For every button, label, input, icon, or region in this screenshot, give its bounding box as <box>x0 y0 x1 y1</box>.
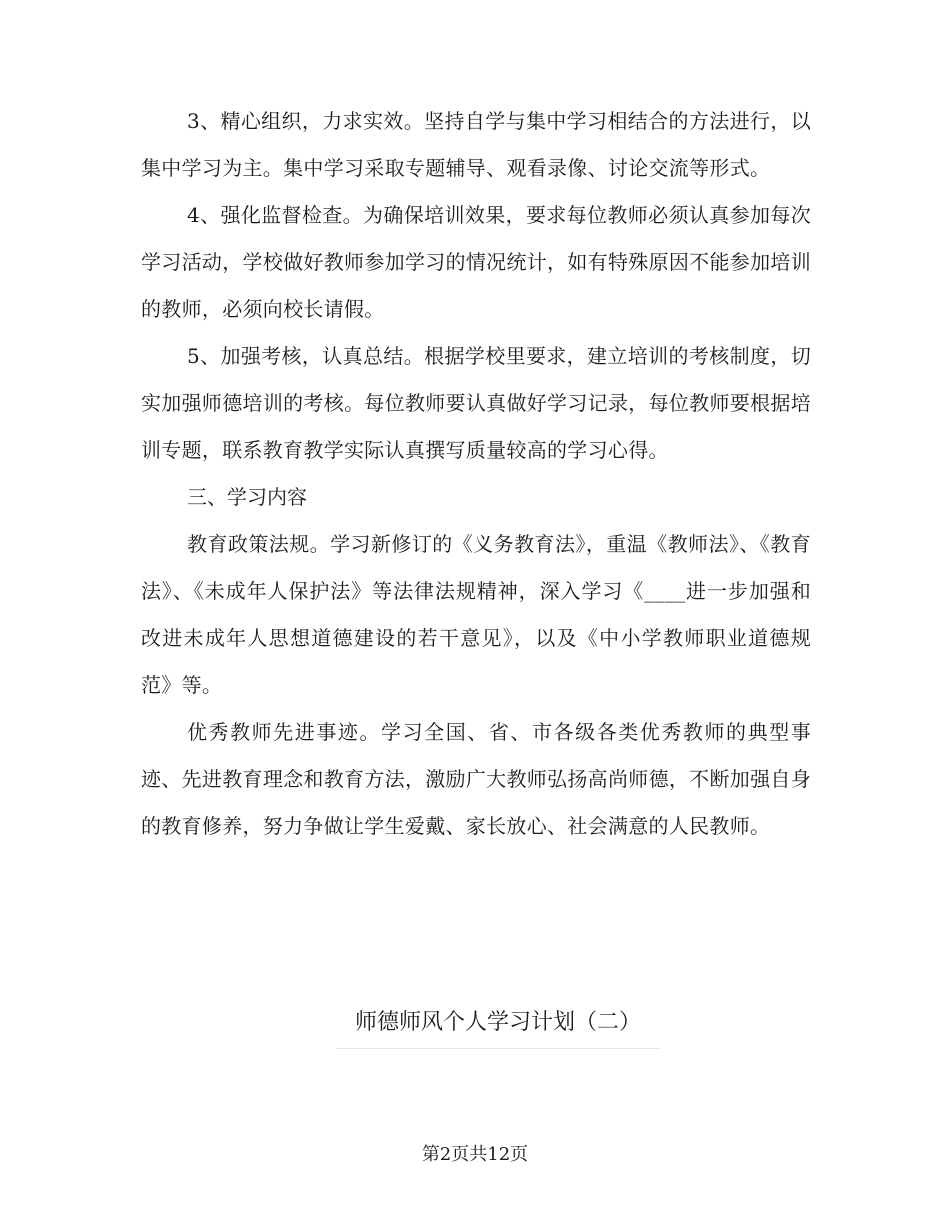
paragraph-item-5: 5、加强考核，认真总结。根据学校里要求，建立培训的考核制度，切实加强师德培训的考核。每位教师要认真做好学习记录，每位教师要根据培训专题，联系教育教学实际认真撰写质量较高的学习心得。 <box>141 344 811 462</box>
paragraph-policy-laws: 教育政策法规。学习新修订的《义务教育法》，重温《教师法》、《教育法》、《未成年人保护法》等法律法规精神，深入学习《____进一步加强和改进未成年人思想道德建设的若干意见》，以及《中小学教师职业道德规范》等。 <box>141 532 811 697</box>
document-body <box>141 98 811 850</box>
section-heading-learning-content: 三、学习内容 <box>187 485 307 509</box>
next-section-title: 师德师风个人学习计划（二） <box>336 1000 660 1049</box>
paragraph-item-4: 4、强化监督检查。为确保培训效果，要求每位教师必须认真参加每次学习活动，学校做好教师参加学习的情况统计，如有特殊原因不能参加培训的教师，必须向校长请假。 <box>141 203 811 321</box>
paragraph-excellent-teachers: 优秀教师先进事迹。学习全国、省、市各级各类优秀教师的典型事迹、先进教育理念和教育方法，激励广大教师弘扬高尚师德，不断加强自身的教育修养，努力争做让学生爱戴、家长放心、社会满意的人民教师。 <box>141 720 811 838</box>
paragraph-item-3: 3、精心组织，力求实效。坚持自学与集中学习相结合的方法进行，以集中学习为主。集中学习采取专题辅导、观看录像、讨论交流等形式。 <box>141 109 811 180</box>
page-number-footer: 第2页共12页 <box>421 1144 529 1165</box>
